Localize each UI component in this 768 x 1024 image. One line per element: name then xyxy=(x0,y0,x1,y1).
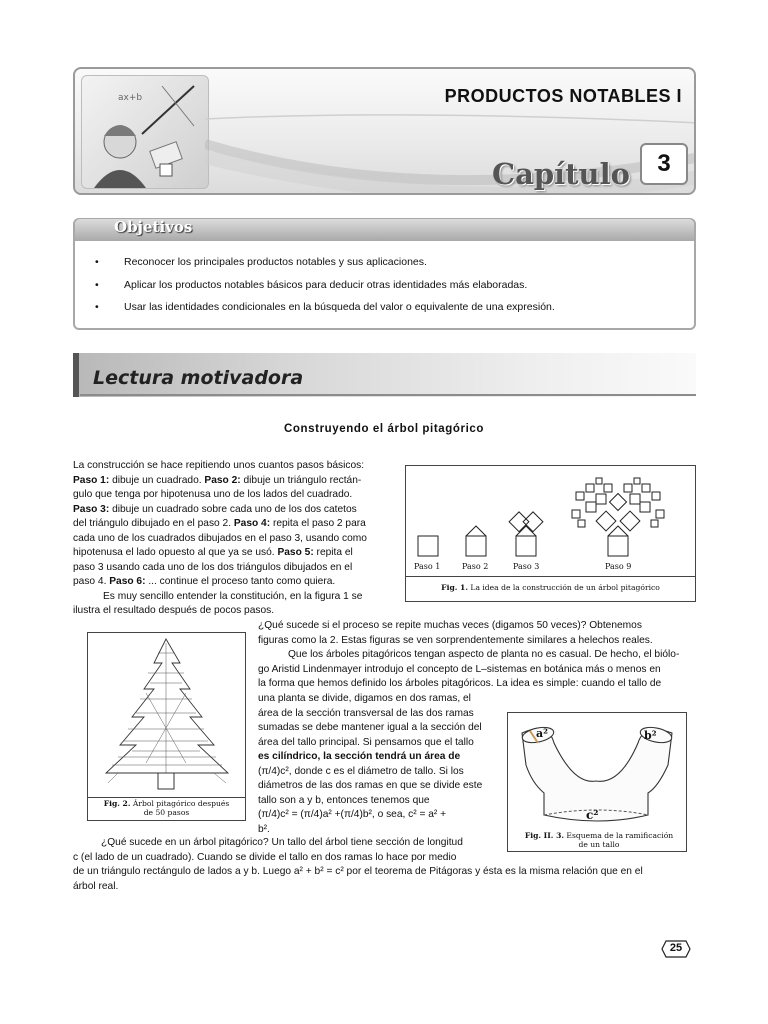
paragraph-pythagoras xyxy=(73,836,696,894)
text-line: paso 4. Paso 6: ... continue el proceso tanto como quiera. xyxy=(73,576,336,587)
chapter-number: 3 xyxy=(640,143,688,185)
svg-text:ax+b: ax+b xyxy=(118,93,143,103)
text-line: paso 3 usando cada uno de los dos triángulos dibujados en el xyxy=(73,561,353,573)
reading-banner-edge xyxy=(73,353,79,397)
fig3-label: a² xyxy=(536,727,548,740)
objective-item: • Reconocer los principales productos notables y sus aplicaciones. xyxy=(95,256,685,279)
fig1-step-label: Paso 3 xyxy=(513,562,540,571)
pythagorean-tree-50-steps xyxy=(88,633,245,793)
text-line: cada uno de los cuadrados dibujados en el paso 3, usando como xyxy=(73,532,367,544)
reading-banner-label: Lectura motivadora xyxy=(93,367,304,389)
chapter-title: PRODUCTOS NOTABLES I xyxy=(444,86,682,106)
text-line: tallo son a y b, entonces tenemos que xyxy=(258,794,430,806)
text-line: hipotenusa el lado opuesto al que ya se usó. Paso 5: repita el xyxy=(73,547,353,558)
text-line: Que los árboles pitagóricos tengan aspecto de planta no es casual. De hecho, el biólo- xyxy=(288,649,680,660)
text-line: Paso 3: dibuje un cuadrado sobre cada uno de los dos catetos xyxy=(73,503,357,515)
objective-item: • Usar las identidades condicionales en la búsqueda del valor o equivalente de una expresión. xyxy=(95,301,685,324)
text-line: del triángulo dibujado en el paso 2. Paso 4: repita el paso 2 para xyxy=(73,518,366,529)
fig1-step-label: Paso 1 xyxy=(414,562,441,571)
caption-line: Fig. 2. Árbol pitagórico después xyxy=(103,799,230,808)
text-line: es cilíndrico, la sección tendrá un área de xyxy=(258,751,461,762)
caption-line: Fig. II. 3. Esquema de la ramificación xyxy=(524,831,674,840)
text-line: ¿Qué sucede en un árbol pitagórico? Un tallo del árbol tiene sección de longitud xyxy=(101,837,463,848)
pythagorean-steps-illustration xyxy=(406,466,695,578)
fig2-caption xyxy=(88,799,245,817)
steps-paragraph xyxy=(73,459,393,619)
text-line: área de la sección transversal de las dos ramas xyxy=(258,707,474,719)
text-line: go Aristid Lindenmayer introdujo el concepto de L–sistemas en botánica más o menos en xyxy=(258,663,661,675)
caption-line: de un tallo xyxy=(578,840,620,849)
reading-title: Construyendo el árbol pitagórico xyxy=(283,423,485,435)
caption-line: de 50 pasos xyxy=(143,808,190,817)
fig3-label: b² xyxy=(644,729,657,742)
text-line: figuras como la 2. Estas figuras se ven sorprendentemente similares a helechos reales. xyxy=(258,634,653,646)
text-line: sumadas se debe mantener igual a la sección del xyxy=(258,722,482,733)
chapter-banner xyxy=(73,67,696,195)
reading-banner-underline xyxy=(80,394,696,396)
objectives-list xyxy=(95,256,685,324)
text-line: de un triángulo rectángulo de lados a y b. Luego a² + b² = c² por el teorema de Pitágoras y ésta es la misma relación que en el xyxy=(73,866,643,877)
figure-divider xyxy=(88,797,245,798)
text-line: ilustra el resultado después de pocos pasos. xyxy=(73,605,275,616)
figure-2 xyxy=(87,632,246,821)
figure-1 xyxy=(405,465,696,602)
text-line: La construcción se hace repitiendo unos cuantos pasos básicos: xyxy=(73,460,365,471)
chapter-label: Capítulo xyxy=(491,157,630,191)
banner-portrait-illustration xyxy=(81,75,209,189)
text-line: c (el lado de un cuadrado). Cuando se divide el tallo en dos ramas lo hace por medio xyxy=(73,851,457,863)
objectives-heading: Objetivos xyxy=(114,218,193,236)
paragraph-stem xyxy=(258,692,495,837)
page-number-badge xyxy=(661,940,691,958)
text-line: la forma que hemos definido los árboles pitagóricos. La idea es simple: cuando el tallo de xyxy=(258,678,662,689)
text-line: b². xyxy=(258,823,270,835)
text-line: ¿Qué sucede si el proceso se repite muchas veces (digamos 50 veces)? Obtenemos xyxy=(258,620,642,631)
fig1-step-label: Paso 2 xyxy=(462,562,489,571)
text-line: diámetros de las dos ramas en que se divide este xyxy=(258,780,483,791)
text-line: árbol real. xyxy=(73,880,119,892)
text-line: Paso 1: dibuje un cuadrado. Paso 2: dibuje un triángulo rectán- xyxy=(73,474,362,486)
text-line: área del tallo principal. Si pensamos que el tallo xyxy=(258,736,474,748)
text-line: Es muy sencillo entender la constitución, en la figura 1 se xyxy=(103,590,363,602)
text-line: (π/4)c², donde c es el diámetro de tallo. Si los xyxy=(258,765,464,777)
page-number: 25 xyxy=(669,942,683,954)
text-line: gulo que tenga por hipotenusa uno de los lados del cuadrado. xyxy=(73,489,353,500)
fig3-label: c² xyxy=(586,808,599,822)
text-line: (π/4)c² = (π/4)a² +(π/4)b², o sea, c² = a² + xyxy=(258,809,447,820)
text-line: una planta se divide, digamos en dos ramas, el xyxy=(258,693,471,704)
paragraph-fern xyxy=(258,619,696,692)
figure-divider xyxy=(406,576,695,577)
figure-3 xyxy=(507,712,687,852)
fig1-step-label: Paso 9 xyxy=(605,562,632,571)
fig1-caption: Fig. 1. La idea de la construcción de un árbol pitagórico xyxy=(441,583,660,592)
objective-item: • Aplicar los productos notables básicos para deducir otras identidades más elaboradas. xyxy=(95,279,685,302)
stem-branching-diagram xyxy=(508,713,686,829)
